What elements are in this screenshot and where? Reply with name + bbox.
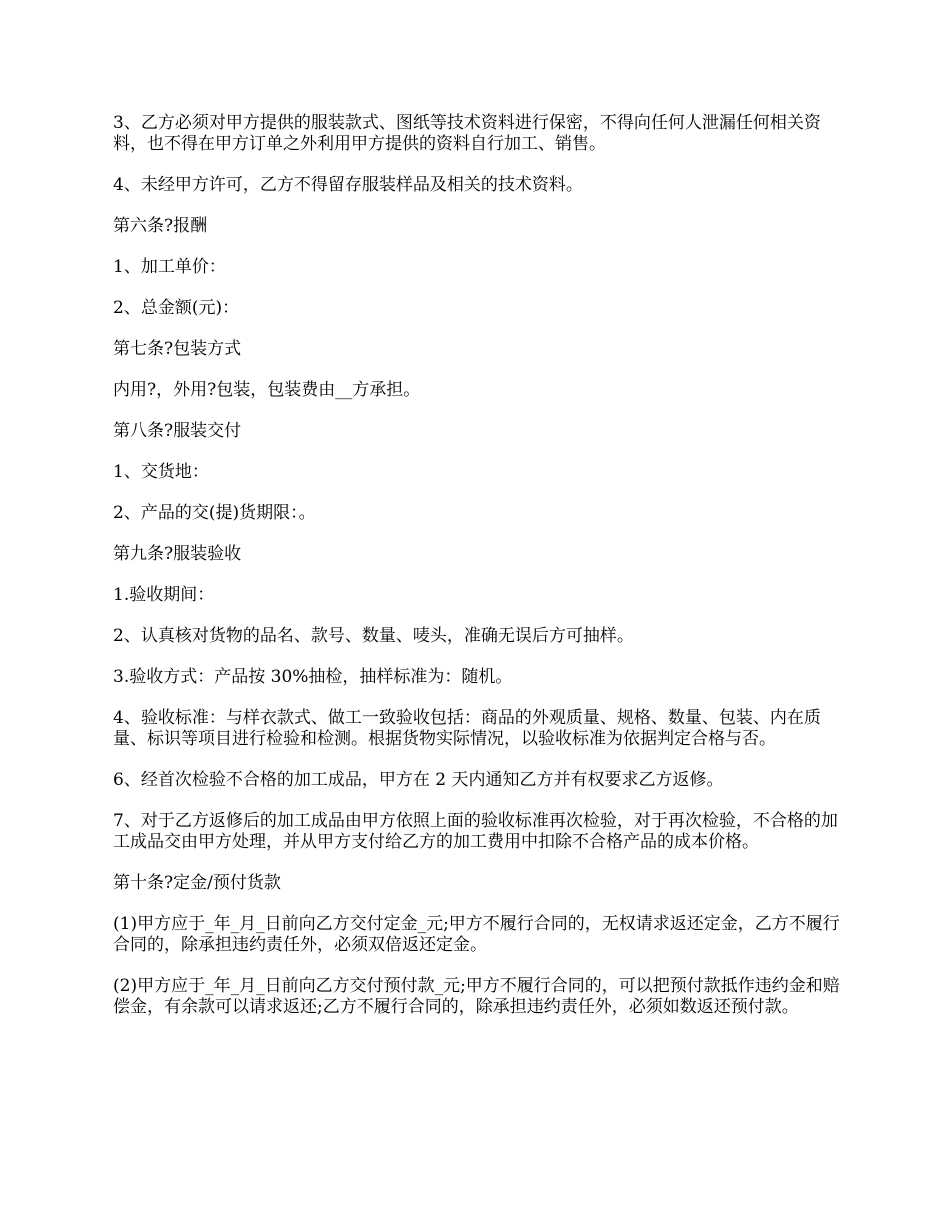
clause-paragraph-deposit: (1)甲方应于_年_月_日前向乙方交付定金_元;甲方不履行合同的，无权请求返还定金，乙方不履行合同的，除承担违约责任外，必须双倍返还定金。 <box>113 914 840 955</box>
clause-paragraph-unit-price: 1、加工单价： <box>113 257 226 277</box>
clause-paragraph-delivery-deadline: 2、产品的交(提)货期限：。 <box>113 503 316 523</box>
clause-paragraph-inspection-method: 3.验收方式：产品按 30%抽检，抽样标准为：随机。 <box>113 667 513 687</box>
clause-paragraph-total-amount: 2、总金额(元)： <box>113 298 240 318</box>
clause-paragraph-prepayment: (2)甲方应于_年_月_日前向乙方交付预付款_元;甲方不履行合同的，可以把预付款抵作违约金和赔偿金，有余款可以请求返还;乙方不履行合同的，除承担违约责任外，必须如数返还预付款。 <box>113 976 840 1017</box>
article-heading-9: 第九条?服装验收 <box>113 544 242 564</box>
clause-paragraph-delivery-place: 1、交货地： <box>113 462 209 482</box>
article-heading-7: 第七条?包装方式 <box>113 339 242 359</box>
clause-paragraph-inspection-standard: 4、验收标准：与样衣款式、做工一致验收包括：商品的外观质量、规格、数量、包装、内在质量、标识等项目进行检验和检测。根据货物实际情况，以验收标准为依据判定合格与否。 <box>113 708 821 749</box>
clause-paragraph-verify-goods: 2、认真核对货物的品名、款号、数量、唛头，准确无误后方可抽样。 <box>113 626 634 646</box>
clause-paragraph-samples: 4、未经甲方许可，乙方不得留存服装样品及相关的技术资料。 <box>113 175 583 195</box>
article-heading-6: 第六条?报酬 <box>113 216 208 236</box>
document-body <box>113 113 841 1038</box>
clause-paragraph-reinspection: 7、对于乙方返修后的加工成品由甲方依照上面的验收标准再次检验，对于再次检验，不合格的加工成品交由甲方处理，并从甲方支付给乙方的加工费用中扣除不合格产品的成本价格。 <box>113 811 838 852</box>
clause-paragraph-inspection-period: 1.验收期间： <box>113 585 215 605</box>
clause-paragraph-first-inspection: 6、经首次检验不合格的加工成品，甲方在 2 天内通知乙方并有权要求乙方返修。 <box>113 770 724 790</box>
article-heading-8: 第八条?服装交付 <box>113 421 242 441</box>
article-heading-10: 第十条?定金/预付货款 <box>113 873 281 893</box>
clause-paragraph-confidentiality: 3、乙方必须对甲方提供的服装款式、图纸等技术资料进行保密，不得向任何人泄漏任何相关资料，也不得在甲方订单之外利用甲方提供的资料自行加工、销售。 <box>113 113 821 154</box>
clause-paragraph-packaging: 内用?，外用?包装，包装费由__方承担。 <box>113 380 421 400</box>
